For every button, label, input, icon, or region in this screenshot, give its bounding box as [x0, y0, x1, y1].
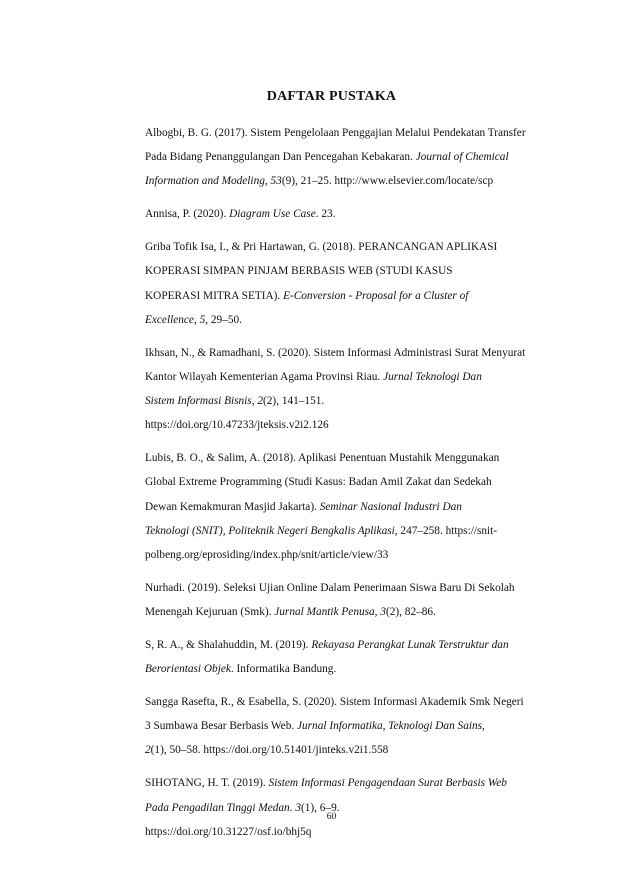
reference-line [145, 365, 558, 389]
reference-text: (2), 141–151. [263, 395, 325, 408]
reference-italic-text: Rekayasa Perangkat Lunak Terstruktur dan [311, 638, 509, 651]
reference-text: , [374, 606, 381, 619]
reference-italic-text: Diagram Use Case [229, 208, 316, 221]
reference-line [145, 714, 558, 738]
reference-text: Albogbi, B. G. (2017). Sistem Pengelolaan Penggajian Melalui Pendekatan Transfer [145, 127, 526, 139]
reference-text: , [482, 720, 485, 733]
reference-text: (9), 21–25. http://www.elsevier.com/locate/scp [281, 175, 494, 188]
reference-entry [118, 771, 558, 844]
reference-entry [118, 235, 558, 332]
reference-italic-text: Sistem Informasi Bisnis [145, 395, 252, 408]
reference-line [145, 657, 558, 681]
reference-text: (1), 50–58. https://doi.org/10.51401/jinteks.v2i1.558 [150, 744, 389, 757]
page-title: DAFTAR PUSTAKA [266, 89, 397, 104]
reference-line [145, 600, 558, 624]
reference-text: S, R. A., & Shalahuddin, M. (2019). [145, 638, 312, 651]
reference-text: , 247–258. https://snit- [394, 524, 498, 537]
reference-text: . 23. [315, 208, 336, 221]
reference-italic-text: 3 [380, 606, 386, 619]
reference-italic-text: 3 [295, 801, 301, 814]
reference-line [145, 341, 558, 365]
page-number: 60 [326, 812, 337, 822]
reference-text: Annisa, P. (2020). [145, 208, 230, 221]
reference-text: Dewan Kemakmuran Masjid Jakarta). [145, 500, 320, 513]
reference-text: , 29–50. [205, 313, 242, 326]
reference-italic-text: Sistem Informasi Pengagendaan Surat Berbasis Web [268, 777, 507, 790]
reference-text: Lubis, B. O., & Salim, A. (2018). Aplikasi Penentuan Mustahik Menggunakan [145, 452, 500, 465]
reference-italic-text: 5 [199, 313, 206, 326]
reference-text: , [251, 395, 258, 408]
reference-text: Menengah Kejuruan (Smk). [145, 606, 275, 619]
reference-line [145, 576, 558, 600]
reference-text: (2), 82–86. [385, 606, 436, 619]
reference-italic-text: Excellence [145, 313, 194, 326]
reference-line [145, 771, 558, 795]
reference-italic-text: 2 [145, 744, 151, 757]
reference-entry [118, 121, 558, 194]
reference-line [145, 169, 558, 193]
reference-text: Pada Bidang Penanggulangan Dan Pencegahan Kebakaran. [145, 151, 416, 164]
reference-line [145, 145, 558, 169]
reference-text: 3 Sumbawa Besar Berbasis Web. [145, 720, 297, 733]
reference-line [145, 738, 558, 762]
reference-text: . Informatika Bandung. [230, 663, 337, 676]
reference-text: , [193, 313, 200, 326]
reference-text: . [289, 801, 296, 814]
reference-line [145, 633, 558, 657]
reference-text: , [264, 175, 271, 188]
reference-line [145, 820, 558, 844]
reference-entry [118, 576, 558, 624]
reference-italic-text: Jurnal Teknologi Dan [383, 370, 482, 383]
reference-entry [118, 690, 558, 763]
reference-line [145, 284, 558, 308]
reference-line [145, 259, 558, 283]
reference-line [145, 389, 558, 413]
reference-italic-text: Jurnal Mantik Penusa [274, 606, 375, 619]
reference-italic-text: 53 [270, 175, 282, 188]
reference-text: https://doi.org/10.31227/osf.io/bhj5q [145, 825, 312, 838]
reference-text: SIHOTANG, H. T. (2019). [145, 777, 269, 790]
reference-italic-text: Seminar Nasional Industri Dan [319, 500, 462, 513]
reference-entry [118, 341, 558, 438]
reference-line [145, 470, 558, 494]
reference-entry [118, 202, 558, 226]
reference-italic-text: Journal of Chemical [415, 151, 509, 164]
reference-line [145, 235, 558, 259]
reference-text: KOPERASI MITRA SETIA). [145, 289, 284, 302]
reference-italic-text: Information and Modeling [145, 175, 265, 188]
reference-italic-text: 2 [257, 395, 264, 408]
reference-line [145, 308, 558, 332]
reference-italic-text: Teknologi (SNIT), Politeknik Negeri Bengkalis Aplikasi [145, 524, 395, 537]
reference-entry [118, 446, 558, 567]
reference-list [118, 121, 558, 853]
reference-line [145, 495, 558, 519]
reference-line [145, 543, 558, 567]
reference-entry [118, 633, 558, 681]
reference-text: Nurhadi. (2019). Seleksi Ujian Online Dalam Penerimaan Siswa Baru Di Sekolah [145, 581, 515, 594]
reference-line [145, 446, 558, 470]
reference-text: Griba Tofik Isa, I., & Pri Hartawan, G. (2018). PERANCANGAN APLIKASI [145, 241, 498, 254]
reference-italic-text: Berorientasi Objek [145, 663, 231, 676]
reference-line [145, 519, 558, 543]
reference-text: https://doi.org/10.47233/jteksis.v2i2.126 [145, 419, 329, 432]
reference-italic-text: E-Conversion - Proposal for a Cluster of [283, 289, 469, 302]
reference-italic-text: Jurnal Informatika, Teknologi Dan Sains [297, 720, 483, 733]
reference-text: Kantor Wilayah Kementerian Agama Provinsi Riau. [145, 370, 384, 383]
reference-text: polbeng.org/eprosiding/index.php/snit/article/view/33 [145, 549, 389, 561]
reference-text: Sangga Rasefta, R., & Esabella, S. (2020). Sistem Informasi Akademik Smk Negeri [145, 696, 524, 709]
reference-text: Global Extreme Programming (Studi Kasus: Badan Amil Zakat dan Sedekah [145, 476, 492, 489]
reference-italic-text: Pada Pengadilan Tinggi Medan [145, 801, 290, 814]
reference-line [145, 202, 558, 226]
reference-text: (1), 6–9. [300, 801, 340, 814]
reference-text: KOPERASI SIMPAN PINJAM BERBASIS WEB (STUDI KASUS [145, 265, 453, 278]
reference-line [145, 121, 558, 145]
reference-line [145, 413, 558, 437]
reference-line [145, 690, 558, 714]
reference-text: Ikhsan, N., & Ramadhani, S. (2020). Sistem Informasi Administrasi Surat Menyurat [145, 346, 526, 359]
